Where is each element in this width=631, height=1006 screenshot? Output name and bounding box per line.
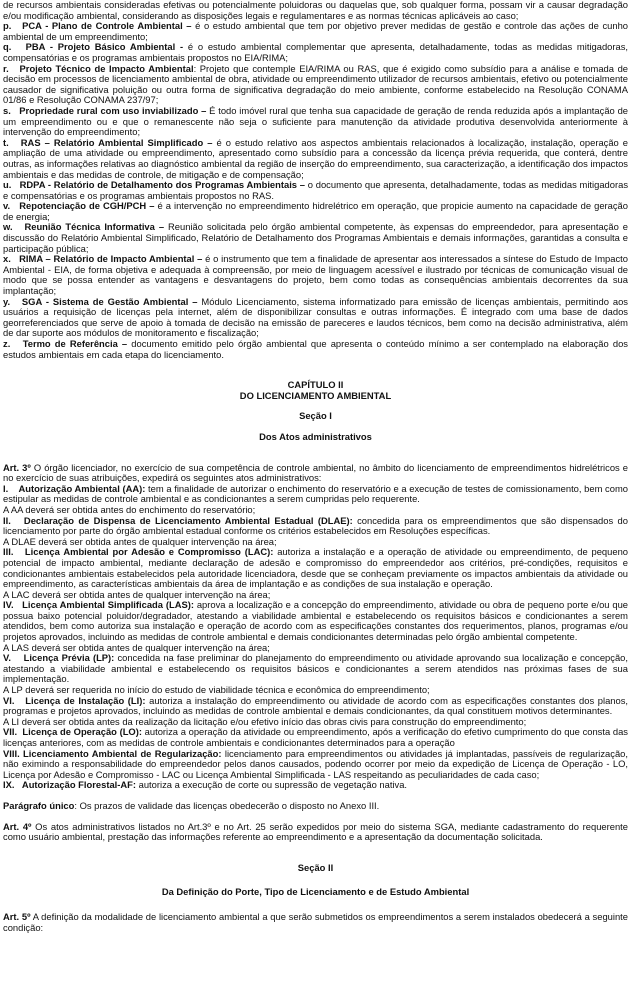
item-term: VI. Licença de Instalação (LI):: [3, 694, 146, 706]
clause-term: r. Projeto Técnico de Impacto Ambiental: [3, 62, 194, 74]
item-note: A LAC deverá ser obtida antes de qualquer intervenção na área;: [3, 588, 271, 600]
article-label: Art. 5º: [3, 910, 31, 922]
item-vii: VII. Licença de Operação (LO): autoriza a operação da atividade ou empreendimento, após a verificação do efetivo cumprimento do que consta das licenças anteriores, com as medidas de controle ambientais e condicionantes determinados para a operação: [3, 726, 628, 748]
item-term: VII. Licença de Operação (LO):: [3, 726, 142, 738]
clause-v: v. Repotenciação de CGH/PCH – é a intervenção no empreendimento hidrelétrico em operação, que propicie aumento na capacidade de geração de energia;: [3, 200, 628, 222]
item-note: A AA deverá ser obtida antes do enchimento do reservatório;: [3, 503, 256, 515]
clause-q: q. PBA - Projeto Básico Ambiental - é o estudo ambiental complementar que apresenta, detalhadamente, todas as medidas mitigadoras, compensatórias e os programas ambientais propostos no EIA/RIMA;: [3, 41, 628, 63]
clause-term: t. RAS – Relatório Ambiental Simplificado –: [3, 136, 213, 148]
item-viii: VIII. Licenciamento Ambiental de Regularização: licenciamento para empreendimentos ou atividades já implantadas, passíveis de regularização, não eximindo a responsabilidade do empreendedor pelos danos causados, podendo ocorrer por meio da expedição de Licença de Operação - LO, Licença por Adesão e Compromisso - LAC ou Licença Ambiental Simplificada - LAS respeitando as peculiaridades de cada caso;: [3, 747, 628, 780]
paragrafo-label: Parágrafo único: [3, 799, 75, 811]
clause-y: y. SGA - Sistema de Gestão Ambiental – Módulo Licenciamento, sistema informatizado para emissão de licenças ambientais, permitindo aos usuários a requisição de licenças pela internet, além de disponibilizar consultas e outras informações. É integrado com uma base de dados georreferenciados que serve de apoio à tomada de decisão na emissão de pareceres e laudos técnicos, bem como na decisão administrativa, além de dar suporte aos módulos de monitoramento e fiscalização;: [3, 295, 628, 339]
section-heading: Seção II: [297, 861, 334, 873]
item-ii: II. Declaração de Dispensa de Licenciamento Ambiental Estadual (DLAE): concedida para os empreendimentos que são dispensados do licenciamento por parte do órgão ambiental estadual conforme os critérios estabelecidos em Resoluções específicas.: [3, 514, 628, 537]
item-term: IX. Autorização Florestal-AF:: [3, 779, 137, 791]
clause-x: x. RIMA – Relatório de Impacto Ambiental – é o instrumento que tem a finalidade de apresentar aos interessados a síntese do Estudo de Impacto Ambiental - EIA, de forma objetiva e adequada à compreensão, por meio de linguagem acessível e ilustrado por técnicas de comunicação visual de modo que se possa entender as vantagens e desvantagens do projeto, bem como todas as consequências ambientais decorrentes da sua implantação;: [3, 253, 628, 297]
section-heading: Seção I: [299, 410, 332, 422]
item-term: I. Autorização Ambiental (AA):: [3, 482, 146, 494]
clause-term: y. SGA - Sistema de Gestão Ambiental –: [3, 295, 198, 307]
clause-term: p. PCA - Plano de Controle Ambiental –: [3, 20, 192, 32]
item-term: IV. Licença Ambiental Simplificada (LAS):: [3, 599, 194, 611]
article-4: Art. 4º Os atos administrativos listados no Art.3º e no Art. 25 serão expedidos por meio do sistema SGA, mediante cadastramento do requerente como usuário ambiental, prestação das informações referente ao empreendimento e a apresentação da documentação solicitada.: [3, 820, 628, 843]
clause-o-continuation: de recursos ambientais consideradas efetivas ou potencialmente poluidoras ou daquelas que, sob qualquer forma, possam vir a causar degradação e/ou modificação ambiental, considerando as disposições legais e regulamentares e as normas técnicas aplicáveis ao caso;: [3, 0, 628, 21]
item-vi: VI. Licença de Instalação (LI): autoriza a instalação do empreendimento ou atividade de acordo com as especificações constantes dos planos, programas e projetos aprovados, incluindo as medidas de controle ambiental e demais condicionantes, da qual constituem motivos determinantes.: [3, 694, 628, 717]
clause-term: s. Propriedade rural com uso inviabilizado –: [3, 104, 207, 116]
item-term: II. Declaração de Dispensa de Licenciamento Ambiental Estadual (DLAE):: [3, 514, 353, 526]
clause-term: z. Termo de Referência –: [3, 338, 128, 349]
article-label: Art. 3º: [3, 461, 31, 473]
chapter-heading: CAPÍTULO II: [287, 379, 344, 391]
chapter-title: DO LICENCIAMENTO AMBIENTAL: [239, 389, 392, 401]
clause-term: q. PBA - Projeto Básico Ambiental -: [3, 41, 184, 53]
clause-t: t. RAS – Relatório Ambiental Simplificado – é o estudo relativo aos aspectos ambientais relacionados à localização, instalação, operação e ampliação de uma atividade ou empreendimento, apresentado como subsídio para a concessão da licença prévia requerida, que conterá, dentre outras, as informações relativas ao diagnóstico ambiental da região de inserção do empreendimento, sua caracterização, a identificação dos impactos ambientais e das medidas de controle, de mitigação e de compensação;: [3, 136, 629, 180]
item-note: A LP deverá ser requerida no início do estudo de viabilidade técnica e econômica do empreendimento;: [3, 684, 430, 696]
article-label: Art. 4º: [3, 820, 32, 832]
item-term: VIII. Licenciamento Ambiental de Regularização:: [3, 747, 222, 759]
clause-s: s. Propriedade rural com uso inviabilizado – É todo imóvel rural que tenha sua capacidade de geração de renda reduzida após a implantação de um empreendimento ou e que o remanescente não seja o suficiente para manutenção da atividade produtiva desenvolvida anteriormente à intervenção do empreendimento;: [3, 104, 628, 138]
item-iv: IV. Licença Ambiental Simplificada (LAS): aprova a localização e a concepção do empreendimento, atividade ou obra de pequeno porte e/ou que possua baixo potencial poluidor/degradador, atestando a viabilidade ambiental e estabelecendo os requisitos básicos e condicionantes a serem atendidos, bem como autoriza sua instalação e operação de acordo com as especificações constantes dos requerimentos, planos, programas e/ou projetos aprovados, incluindo as medidas de controle ambiental e demais condicionantes determinadas pelo órgão ambiental competente.: [3, 599, 628, 643]
clause-term: x. RIMA – Relatório de Impacto Ambiental –: [3, 253, 203, 265]
clause-z: z. Termo de Referência – documento emitido pelo órgão ambiental que apresenta o conteúdo mínimo a ser contemplado na elaboração dos estudos ambientais em cada etapa do licenciamento.: [3, 338, 628, 360]
article-5: Art. 5º A definição da modalidade de licenciamento ambiental a que serão submetidos os empreendimentos a serem instalados obedecerá a seguinte condição:: [3, 910, 628, 933]
item-note: A LAS deverá ser obtida antes de qualquer intervenção na área;: [3, 641, 270, 653]
item-note: A LI deverá ser obtida antes da realização da licitação e/ou efetivo início das obras civis para construção do empreendimento;: [3, 715, 527, 727]
clause-term: v. Repotenciação de CGH/PCH –: [3, 200, 155, 212]
clause-r: r. Projeto Técnico de Impacto Ambiental: Projeto que contemple EIA/RIMA ou RAS, que é exigido como subsídio para a análise e tomada de decisão em processos de licenciamento ambiental de obra, atividade ou empreendimento utilizador de recursos ambientais, efetivo ou potencialmente causador de significativa poluição ou outra forma de significativa degradação do meio ambiente, conforme estabelecido na Resolução CONAMA 01/86 e Resolução CONAMA 237/97;: [3, 62, 629, 106]
section-title: Dos Atos administrativos: [259, 430, 372, 442]
article-3: Art. 3º O órgão licenciador, no exercício de sua competência de controle ambiental, no âmbito do licenciamento de empreendimentos hidrelétricos e no exercício de suas atribuições, expedirá os seguintes atos administrativos:: [3, 461, 628, 484]
paragrafo-unico: Parágrafo único: Os prazos de validade das licenças obedecerão o disposto no Anexo III.: [3, 799, 380, 811]
item-note: A DLAE deverá ser obtida antes de qualquer intervenção na área;: [3, 535, 277, 547]
item-i: I. Autorização Ambiental (AA): tem a finalidade de autorizar o enchimento do reservatório e a execução de testes de comissionamento, bem como estipular as medidas de controle ambiental e as condicionantes a serem cumpridas pelo requerente.: [3, 482, 628, 505]
clause-p: p. PCA - Plano de Controle Ambiental – é o estudo ambiental que tem por objetivo prever medidas de gestão e controle das ações de cunho ambiental de um empreendimento;: [3, 20, 629, 42]
clause-term: w. Reunião Técnica Informativa –: [3, 221, 165, 233]
clause-term: u. RDPA - Relatório de Detalhamento dos Programas Ambientais –: [3, 179, 305, 191]
item-v: V. Licença Prévia (LP): concedida na fase preliminar do planejamento do empreendimento ou atividade aprovando sua localização e concepção, atestando a viabilidade ambiental e estabelecendo os requisitos básicos e condicionantes a serem atendidos nas próximas fases de sua implementação.: [3, 652, 628, 685]
item-iii: III. Licença Ambiental por Adesão e Compromisso (LAC): autoriza a instalação e a operação de atividade ou empreendimento, de pequeno potencial de impacto ambiental, mediante declaração de adesão e compromisso do empreendedor aos critérios, pré-condições, requisitos e condicionantes ambientais estabelecidos pela autoridade licenciadora, desde que se conheçam previamente os impactos ambientais da atividade ou empreendimento, as características ambientais da área de implantação e as condições de sua instalação e operação.: [3, 546, 628, 590]
item-ix: IX. Autorização Florestal-AF: autoriza a execução de corte ou supressão de vegetação nativa.: [3, 779, 408, 791]
clause-w: w. Reunião Técnica Informativa – Reunião solicitada pelo órgão ambiental competente, às expensas do empreendedor, para apresentação e discussão do Relatório Ambiental Simplificado, Relatório de Detalhamento dos Programas Ambientais e demais informações, garantidas a consulta e participação pública;: [3, 221, 628, 254]
clause-u: u. RDPA - Relatório de Detalhamento dos Programas Ambientais – o documento que apresenta, detalhadamente, todas as medidas mitigadoras e compensatórias e os programas ambientais propostos no RAS.: [3, 179, 629, 201]
section-title: Da Definição do Porte, Tipo de Licenciamento e de Estudo Ambiental: [161, 886, 470, 898]
item-term: III. Licença Ambiental por Adesão e Compromisso (LAC):: [3, 546, 274, 558]
item-term: V. Licença Prévia (LP):: [3, 652, 115, 664]
